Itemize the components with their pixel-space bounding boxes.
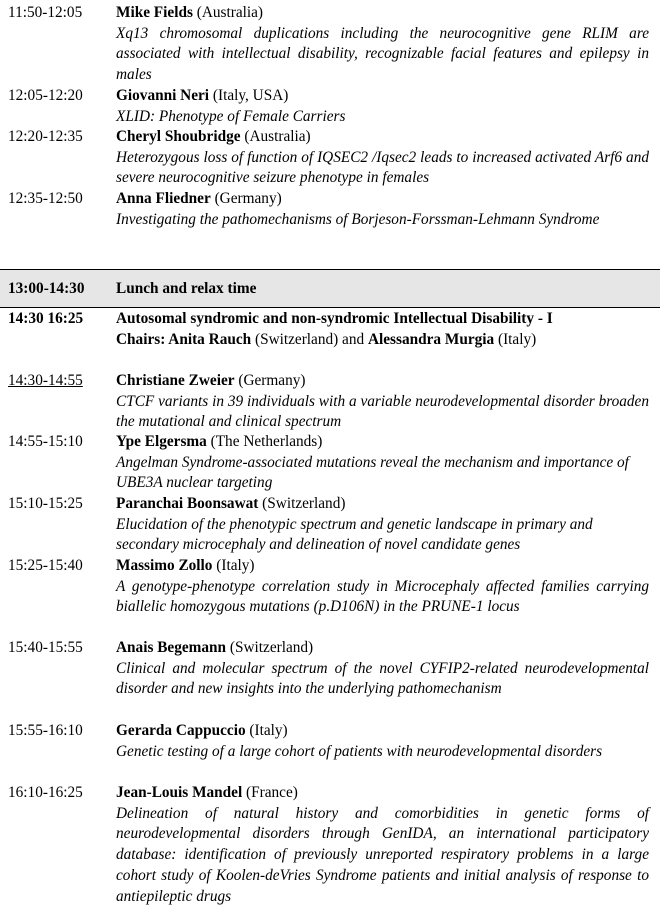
talk-time: 12:20-12:35 — [8, 128, 83, 145]
speaker-name: Christiane Zweier — [116, 372, 235, 389]
speaker-affiliation: (Italy) — [245, 722, 288, 739]
talk-time: 14:30-14:55 — [8, 372, 83, 389]
speaker-name: Anna Fliedner — [116, 190, 211, 207]
lunch-row — [0, 279, 660, 300]
talk-time: 11:50-12:05 — [8, 4, 83, 21]
talk-time: 16:10-16:25 — [8, 784, 83, 801]
talk-entry — [0, 189, 660, 230]
talk-title: Angelman Syndrome-associated mutations reveal the mechanism and importance of UBE3A nuclear targeting — [116, 453, 629, 492]
session-chairs — [116, 330, 649, 351]
talk-time: 15:25-15:40 — [8, 557, 83, 574]
talk-title: Elucidation of the phenotypic spectrum and genetic landscape in primary and secondary microcephaly and delineation of novel candidate genes — [116, 515, 593, 554]
talk-entry — [0, 783, 660, 907]
session-title: Autosomal syndromic and non-syndromic Intellectual Disability - I — [116, 310, 553, 327]
chairs-label: Chairs: — [116, 330, 169, 348]
talk-entry — [0, 432, 660, 494]
talk-title: Heterozygous loss of function of IQSEC2 /Iqsec2 leads to increased activated Arf6 and severe neurocognitive seizure phenotype in females — [116, 148, 649, 187]
talk-title: CTCF variants in 39 individuals with a variable neurodevelopmental disorder broaden the mutational and clinical spectrum — [116, 392, 649, 431]
speaker-affiliation: (Italy, USA) — [209, 87, 289, 104]
speaker-name: Jean-Louis Mandel — [116, 784, 243, 801]
speaker-affiliation: (Italy) — [212, 557, 255, 574]
lunch-time: 13:00-14:30 — [8, 280, 85, 297]
speaker-name: Paranchai Boonsawat — [116, 495, 259, 512]
speaker-name: Massimo Zollo — [116, 557, 213, 574]
talk-title: A genotype-phenotype correlation study in Microcephaly affected families carrying biallelic homozygous mutations (p.D106N) in the PRUNE-1 locus — [116, 577, 649, 616]
speaker-name: Cheryl Shoubridge — [116, 128, 241, 145]
speaker-affiliation: (Switzerland) — [258, 495, 346, 512]
speaker-affiliation: (Australia) — [240, 128, 311, 145]
chair-name: Alessandra Murgia — [367, 330, 495, 348]
talk-entry — [0, 371, 660, 433]
talk-time: 12:35-12:50 — [8, 190, 83, 207]
speaker-affiliation: (Switzerland) — [226, 639, 314, 656]
talk-entry — [0, 3, 660, 86]
talk-title: XLID: Phenotype of Female Carriers — [116, 107, 346, 125]
speaker-name: Anais Begemann — [116, 639, 227, 656]
talk-time: 15:40-15:55 — [8, 639, 83, 656]
talk-entry — [0, 86, 660, 127]
speaker-affiliation: (The Netherlands) — [206, 433, 323, 450]
talk-time: 12:05-12:20 — [8, 87, 83, 104]
session-header — [0, 309, 660, 350]
lunch-label: Lunch and relax time — [116, 280, 257, 297]
talk-title: Xq13 chromosomal duplications including the neurocognitive gene RLIM are associated with intellectual disability, recognizable facial features and epilepsy in males — [116, 24, 649, 84]
talk-entry — [0, 721, 660, 762]
talk-entry — [0, 127, 660, 189]
chair-name: Anita Rauch — [168, 330, 252, 348]
talk-time: 14:55-15:10 — [8, 433, 83, 450]
talk-entry — [0, 494, 660, 556]
talk-title: Genetic testing of a large cohort of patients with neurodevelopmental disorders — [116, 742, 603, 760]
speaker-name: Giovanni Neri — [116, 87, 210, 104]
session-time: 14:30 16:25 — [8, 310, 84, 327]
chair-country: (Switzerland) and — [251, 330, 368, 348]
talk-entry — [0, 638, 660, 700]
talk-title: Clinical and molecular spectrum of the novel CYFIP2-related neurodevelopmental disorder and new insights into the underlying pathomechanism — [116, 659, 649, 698]
speaker-name: Ype Elgersma — [116, 433, 207, 450]
talk-time: 15:10-15:25 — [8, 495, 83, 512]
talk-time: 15:55-16:10 — [8, 722, 83, 739]
talk-entry — [0, 556, 660, 618]
divider — [0, 307, 660, 308]
speaker-affiliation: (France) — [242, 784, 298, 801]
speaker-name: Gerarda Cappuccio — [116, 722, 246, 739]
talk-title: Investigating the pathomechanisms of Borjeson-Forssman-Lehmann Syndrome — [116, 210, 600, 228]
chair-country: (Italy) — [494, 330, 537, 348]
speaker-affiliation: (Australia) — [192, 4, 263, 21]
speaker-affiliation: (Germany) — [210, 190, 282, 207]
talk-title: Delineation of natural history and comorbidities in genetic forms of neurodevelopmental disorders through GenIDA, an international participatory database: identification of previously unreported respiratory problems in a large cohort study of Koolen-deVries Syndrome patients and initial analysis of response to antiepileptic drugs — [116, 804, 649, 905]
speaker-affiliation: (Germany) — [234, 372, 306, 389]
speaker-name: Mike Fields — [116, 4, 193, 21]
